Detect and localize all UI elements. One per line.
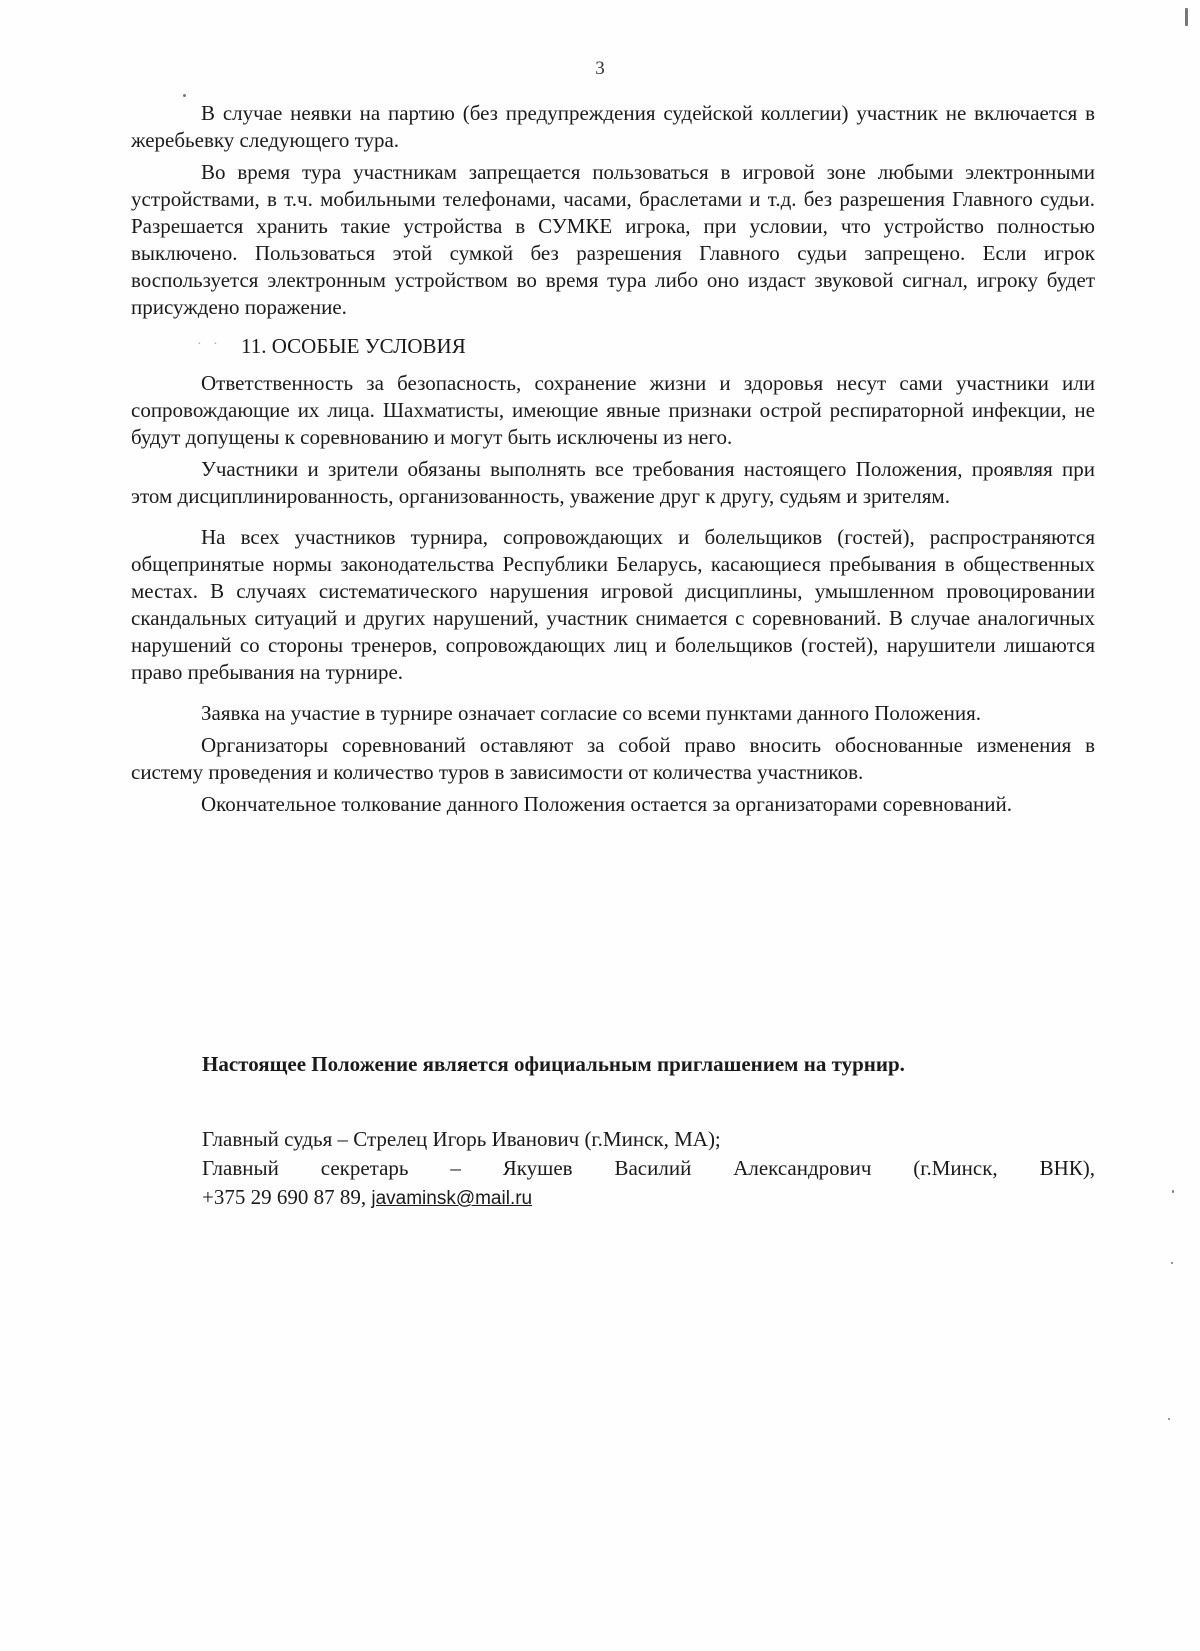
paragraph-organizers-rights: Организаторы соревнований оставляют за собой право вносить обоснованные изменения в систему проведения и количество туров в зависимости от количества участников.: [131, 733, 1095, 784]
paragraph-no-show: В случае неявки на партию (без предупреждения судейской коллегии) участник не включается в жеребьевку следующего тура.: [131, 101, 1095, 152]
signers-block: [202, 1125, 1095, 1213]
paragraph-obligations: Участники и зрители обязаны выполнять все требования настоящего Положения, проявляя при этом дисциплинированность, организованность, уважение друг к другу, судьям и зрителям.: [131, 457, 1095, 508]
scan-marks: · ·: [197, 337, 222, 352]
section-title: 11. ОСОБЫЕ УСЛОВИЯ: [241, 334, 466, 358]
paragraph-electronic-devices: Во время тура участникам запрещается пользоваться в игровой зоне любыми электронными устройствами, в т.ч. мобильными телефонами, часами, браслетами и т.д. без разрешения Главного судьи. Разрешается хранить такие устройства в СУМКЕ игрока, при условии, что устройство полностью выключено. Пользоваться этой сумкой без разрешения Главного судьи запрещено. Если игрок воспользуется электронным устройством во время тура либо оно издаст звуковой сигнал, игроку будет присуждено поражение.: [131, 160, 1095, 319]
document-body: [131, 100, 1095, 818]
email-link[interactable]: javaminsk@mail.ru: [371, 1188, 533, 1209]
chief-secretary-line: Главный секретарь – Якушев Василий Александрович (г.Минск, ВНК),: [202, 1156, 1095, 1180]
scan-speck: [1172, 1190, 1174, 1193]
section-heading: [131, 333, 1095, 360]
paragraph-final-interpretation: Окончательное толкование данного Положения остается за организаторами соревнований.: [201, 792, 1013, 816]
paragraph-application-consent: Заявка на участие в турнире означает согласие со всеми пунктами данного Положения.: [201, 701, 982, 725]
paragraph-legal-norms: На всех участников турнира, сопровождающих и болельщиков (гостей), распространяются общепринятые нормы законодательства Республики Беларусь, касающиеся пребывания в общественных местах. В случаях систематического нарушения игровой дисциплины, умышленном провоцировании скандальных ситуаций и других нарушений, участник снимается с соревнований. В случае аналогичных нарушений со стороны тренеров, сопровождающих лиц и болельщиков (гостей), нарушители лишаются право пребывания на турнире.: [131, 525, 1095, 684]
paragraph-responsibility: Ответственность за безопасность, сохранение жизни и здоровья несут сами участники или сопровождающие их лица. Шахматисты, имеющие явные признаки острой респираторной инфекции, не будут допущены к соревнованию и могут быть исключены из него.: [131, 371, 1095, 449]
page-number: 3: [595, 58, 605, 79]
scan-speck: [183, 94, 186, 97]
scan-speck: [1185, 8, 1188, 26]
contact-line: [202, 1183, 1095, 1213]
phone-number: +375 29 690 87 89,: [202, 1185, 367, 1209]
official-invitation-notice: Настоящее Положение является официальным приглашением на турнир.: [202, 1052, 905, 1076]
chief-judge-line: Главный судья – Стрелец Игорь Иванович (г.Минск, МА);: [202, 1127, 721, 1151]
scan-speck: [1168, 1418, 1170, 1420]
scan-speck: [1171, 1262, 1173, 1264]
